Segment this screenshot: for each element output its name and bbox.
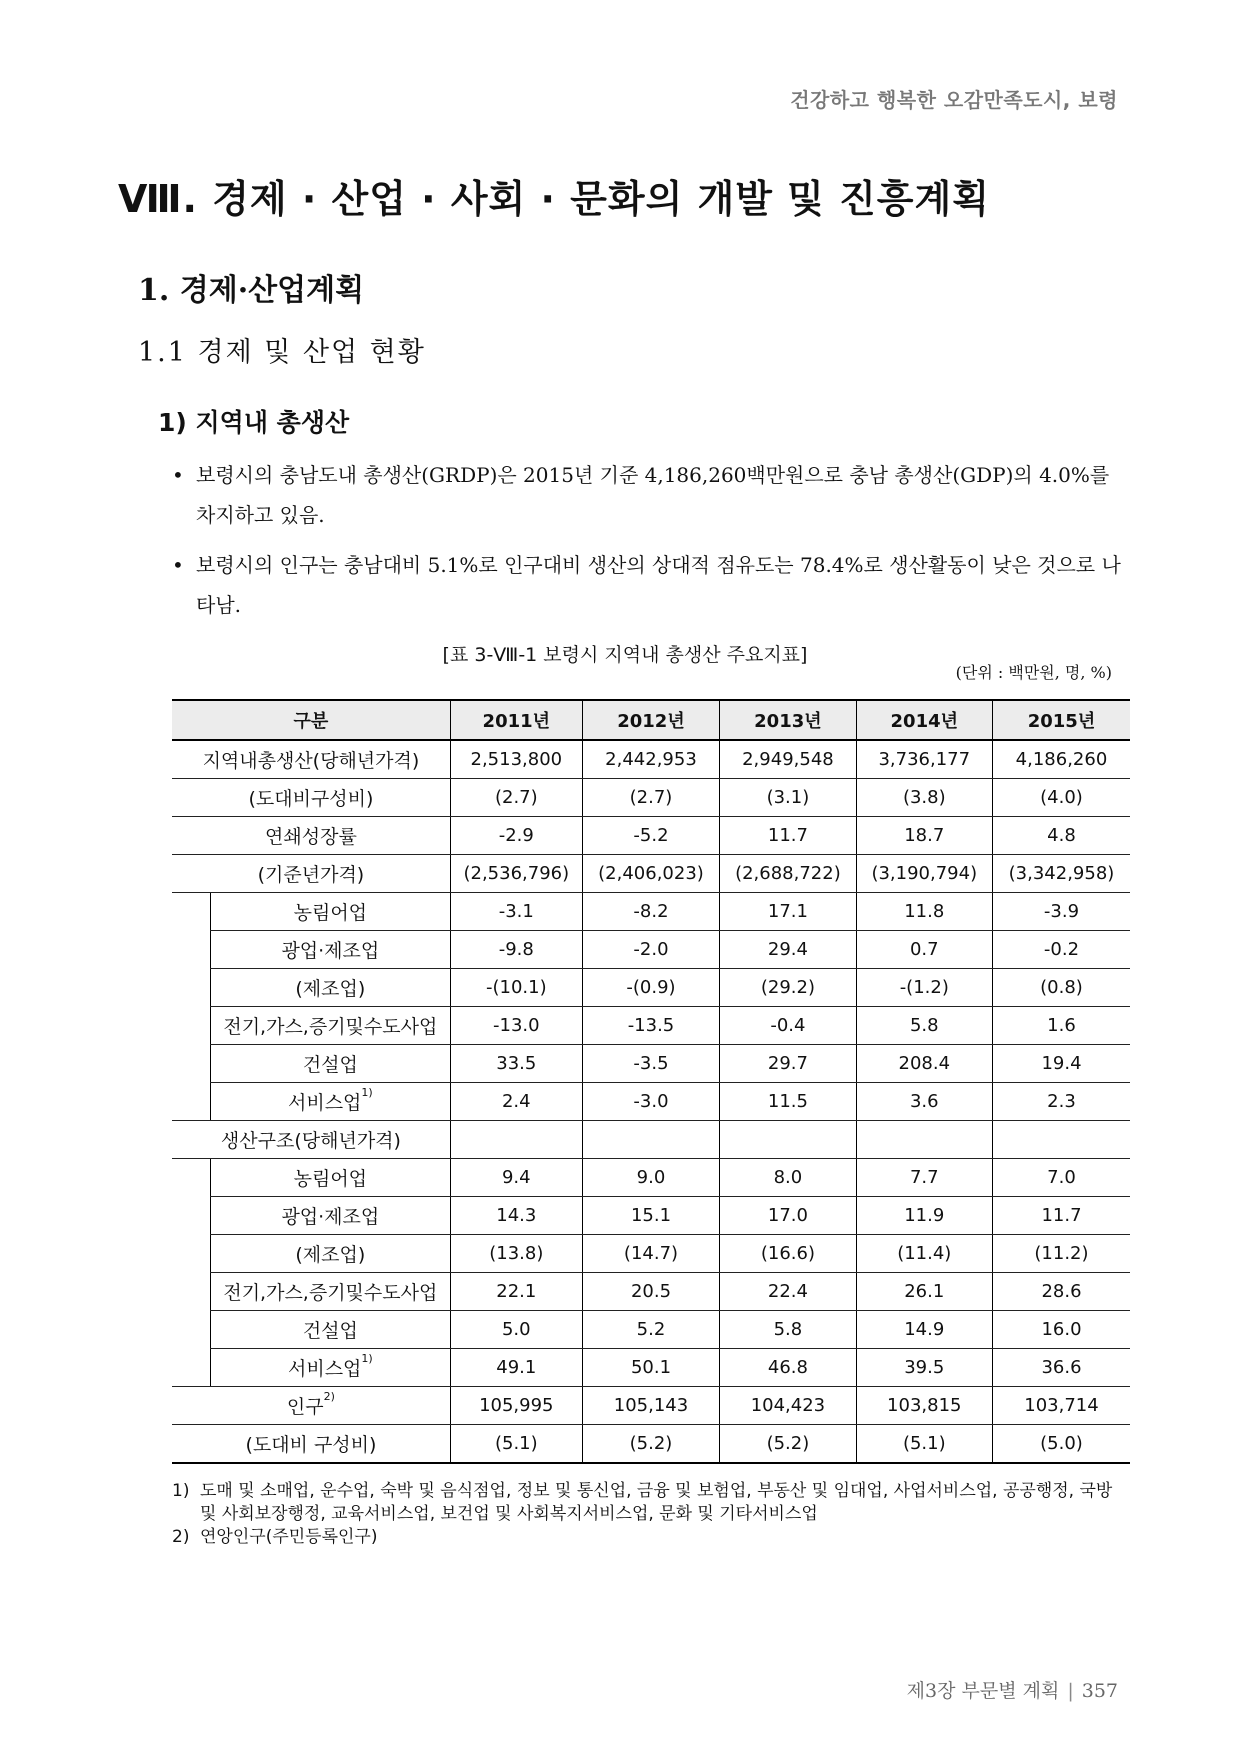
indent-cell: [172, 893, 210, 931]
row-label: 연쇄성장률: [172, 817, 450, 855]
page-footer: [907, 1676, 1118, 1703]
grdp-table: [172, 699, 1130, 1464]
cell: -(0.9): [582, 969, 720, 1007]
table-row: [172, 740, 1130, 779]
cell: 17.0: [720, 1197, 856, 1235]
row-label: 광업·제조업: [210, 931, 450, 969]
cell: 22.1: [450, 1273, 582, 1311]
cell: (4.0): [992, 779, 1130, 817]
cell: -2.0: [582, 931, 720, 969]
indent-cell: [172, 1083, 210, 1121]
cell: 39.5: [856, 1349, 992, 1387]
cell: -0.2: [992, 931, 1130, 969]
subsection-heading: 1.1 경제 및 산업 현황: [138, 337, 426, 368]
row-label: (기준년가격): [172, 855, 450, 893]
table-row: [172, 1387, 1130, 1425]
cell: -3.9: [992, 893, 1130, 931]
cell: 5.8: [856, 1007, 992, 1045]
row-label: (도대비 구성비): [172, 1425, 450, 1464]
cell: 5.0: [450, 1311, 582, 1349]
header-year: 2014년: [856, 700, 992, 740]
cell: 9.0: [582, 1159, 720, 1197]
cell: -3.5: [582, 1045, 720, 1083]
footnote-marker: 1): [361, 1352, 373, 1365]
table-row: [172, 1159, 1130, 1197]
row-label: [210, 1083, 450, 1121]
cell: (3.1): [720, 779, 856, 817]
cell: 9.4: [450, 1159, 582, 1197]
cell: -8.2: [582, 893, 720, 931]
cell: -13.5: [582, 1007, 720, 1045]
cell: 2,513,800: [450, 740, 582, 779]
cell: (5.1): [450, 1425, 582, 1464]
indent-cell: [172, 931, 210, 969]
cell: (0.8): [992, 969, 1130, 1007]
topic-heading: 1) 지역내 총생산: [158, 408, 350, 437]
cell: -(1.2): [856, 969, 992, 1007]
cell: 103,714: [992, 1387, 1130, 1425]
cell: (3.8): [856, 779, 992, 817]
cell: 29.4: [720, 931, 856, 969]
table-row: [172, 1197, 1130, 1235]
cell: 4,186,260: [992, 740, 1130, 779]
footer-separator: |: [1067, 1680, 1074, 1702]
indent-cell: [172, 1045, 210, 1083]
row-label-text: 서비스업: [287, 1092, 362, 1114]
cell: (2,688,722): [720, 855, 856, 893]
table-row: [172, 1235, 1130, 1273]
cell: (11.2): [992, 1235, 1130, 1273]
footnote-text: 연앙인구(주민등록인구): [200, 1527, 378, 1547]
cell: -13.0: [450, 1007, 582, 1045]
table-row: [172, 1045, 1130, 1083]
cell: [450, 1121, 582, 1159]
cell: -0.4: [720, 1007, 856, 1045]
cell: -2.9: [450, 817, 582, 855]
row-label-text: 인구: [286, 1396, 324, 1418]
cell: -3.0: [582, 1083, 720, 1121]
footnote-marker: 1): [361, 1086, 373, 1099]
cell: 103,815: [856, 1387, 992, 1425]
cell: (2,536,796): [450, 855, 582, 893]
cell: 2,949,548: [720, 740, 856, 779]
cell: 18.7: [856, 817, 992, 855]
cell: 8.0: [720, 1159, 856, 1197]
cell: [856, 1121, 992, 1159]
table-row: [172, 779, 1130, 817]
cell: 105,995: [450, 1387, 582, 1425]
row-label: 농림어업: [210, 893, 450, 931]
table-caption: [표 3-Ⅷ-1 보령시 지역내 총생산 주요지표]: [442, 644, 808, 666]
table-unit-note: (단위 : 백만원, 명, %): [955, 663, 1112, 682]
row-label: [172, 1387, 450, 1425]
cell: 104,423: [720, 1387, 856, 1425]
page-number: 357: [1081, 1680, 1118, 1702]
cell: 19.4: [992, 1045, 1130, 1083]
cell: -3.1: [450, 893, 582, 931]
indent-cell: [172, 1235, 210, 1273]
bullet-item: • 보령시의 인구는 충남대비 5.1%로 인구대비 생산의 상대적 점유도는 78.4%로 생산활동이 낮은 것으로 나타남.: [172, 545, 1130, 625]
cell: 2,442,953: [582, 740, 720, 779]
running-header: 건강하고 행복한 오감만족도시, 보령: [790, 88, 1118, 112]
row-label: 지역내총생산(당해년가격): [172, 740, 450, 779]
row-label: (제조업): [210, 969, 450, 1007]
cell: 50.1: [582, 1349, 720, 1387]
table-footnotes: [172, 1480, 1132, 1549]
cell: [720, 1121, 856, 1159]
row-label: 광업·제조업: [210, 1197, 450, 1235]
cell: 7.0: [992, 1159, 1130, 1197]
indent-cell: [172, 1197, 210, 1235]
cell: (3,342,958): [992, 855, 1130, 893]
indent-cell: [172, 969, 210, 1007]
cell: -5.2: [582, 817, 720, 855]
cell: [992, 1121, 1130, 1159]
table-row: [172, 817, 1130, 855]
cell: (11.4): [856, 1235, 992, 1273]
cell: (29.2): [720, 969, 856, 1007]
footnote-number: 1): [172, 1481, 190, 1501]
table-row: [172, 1083, 1130, 1121]
row-label: (제조업): [210, 1235, 450, 1273]
row-label: 건설업: [210, 1311, 450, 1349]
indent-cell: [172, 1349, 210, 1387]
row-label: 전기,가스,증기및수도사업: [210, 1273, 450, 1311]
cell: 28.6: [992, 1273, 1130, 1311]
cell: 4.8: [992, 817, 1130, 855]
footnote: [172, 1480, 1132, 1526]
cell: (2.7): [582, 779, 720, 817]
cell: [582, 1121, 720, 1159]
cell: 14.3: [450, 1197, 582, 1235]
cell: 20.5: [582, 1273, 720, 1311]
cell: 7.7: [856, 1159, 992, 1197]
cell: 26.1: [856, 1273, 992, 1311]
table-row: [172, 931, 1130, 969]
header-year: 2015년: [992, 700, 1130, 740]
table-row: [172, 1007, 1130, 1045]
cell: 11.8: [856, 893, 992, 931]
footer-chapter: 제3장 부문별 계획: [906, 1680, 1060, 1702]
row-label-text: 서비스업: [287, 1358, 362, 1380]
cell: 208.4: [856, 1045, 992, 1083]
indent-cell: [172, 1273, 210, 1311]
cell: 22.4: [720, 1273, 856, 1311]
cell: 11.9: [856, 1197, 992, 1235]
header-year: 2012년: [582, 700, 720, 740]
cell: 5.2: [582, 1311, 720, 1349]
cell: 33.5: [450, 1045, 582, 1083]
indent-cell: [172, 1007, 210, 1045]
header-label: 구분: [172, 700, 450, 740]
cell: 15.1: [582, 1197, 720, 1235]
table-header-row: [172, 700, 1130, 740]
cell: -9.8: [450, 931, 582, 969]
cell: 2.3: [992, 1083, 1130, 1121]
header-year: 2013년: [720, 700, 856, 740]
cell: 14.9: [856, 1311, 992, 1349]
cell: (2,406,023): [582, 855, 720, 893]
table-row: [172, 1121, 1130, 1159]
table-row: [172, 893, 1130, 931]
cell: 2.4: [450, 1083, 582, 1121]
bullet-list: [172, 455, 1130, 635]
cell: 5.8: [720, 1311, 856, 1349]
cell: 17.1: [720, 893, 856, 931]
section-heading: 1. 경제·산업계획: [138, 273, 365, 308]
cell: (16.6): [720, 1235, 856, 1273]
footnote-number: 2): [172, 1527, 190, 1547]
cell: 3,736,177: [856, 740, 992, 779]
cell: 49.1: [450, 1349, 582, 1387]
cell: 11.7: [720, 817, 856, 855]
cell: 36.6: [992, 1349, 1130, 1387]
table-row: [172, 1425, 1130, 1464]
cell: 0.7: [856, 931, 992, 969]
cell: (5.1): [856, 1425, 992, 1464]
row-label: 전기,가스,증기및수도사업: [210, 1007, 450, 1045]
cell: 46.8: [720, 1349, 856, 1387]
cell: 29.7: [720, 1045, 856, 1083]
cell: 11.7: [992, 1197, 1130, 1235]
row-label: 농림어업: [210, 1159, 450, 1197]
indent-cell: [172, 1159, 210, 1197]
row-label: 생산구조(당해년가격): [172, 1121, 450, 1159]
indent-cell: [172, 1311, 210, 1349]
chapter-title: Ⅷ. 경제 · 산업 · 사회 · 문화의 개발 및 진흥계획: [118, 177, 990, 221]
footnote-text: 도매 및 소매업, 운수업, 숙박 및 음식점업, 정보 및 통신업, 금융 및 보험업, 부동산 및 임대업, 사업서비스업, 공공행정, 국방 및 사회보장행정, 교육서비스업, 보건업 및 사회복지서비스업, 문화 및 기타서비스업: [200, 1481, 1113, 1524]
cell: 3.6: [856, 1083, 992, 1121]
table-row: [172, 1273, 1130, 1311]
cell: 11.5: [720, 1083, 856, 1121]
cell: 105,143: [582, 1387, 720, 1425]
bullet-item: • 보령시의 충남도내 총생산(GRDP)은 2015년 기준 4,186,260백만원으로 충남 총생산(GDP)의 4.0%를 차지하고 있음.: [172, 455, 1130, 535]
cell: (5.2): [582, 1425, 720, 1464]
cell: -(10.1): [450, 969, 582, 1007]
cell: 1.6: [992, 1007, 1130, 1045]
footnote-marker: 2): [323, 1390, 335, 1403]
cell: 16.0: [992, 1311, 1130, 1349]
cell: (3,190,794): [856, 855, 992, 893]
table-row: [172, 855, 1130, 893]
table-row: [172, 1311, 1130, 1349]
header-year: 2011년: [450, 700, 582, 740]
row-label: (도대비구성비): [172, 779, 450, 817]
row-label: [210, 1349, 450, 1387]
table-row: [172, 1349, 1130, 1387]
cell: (13.8): [450, 1235, 582, 1273]
row-label: 건설업: [210, 1045, 450, 1083]
cell: (2.7): [450, 779, 582, 817]
cell: (5.2): [720, 1425, 856, 1464]
table-row: [172, 969, 1130, 1007]
cell: (14.7): [582, 1235, 720, 1273]
footnote: [172, 1526, 1132, 1549]
cell: (5.0): [992, 1425, 1130, 1464]
